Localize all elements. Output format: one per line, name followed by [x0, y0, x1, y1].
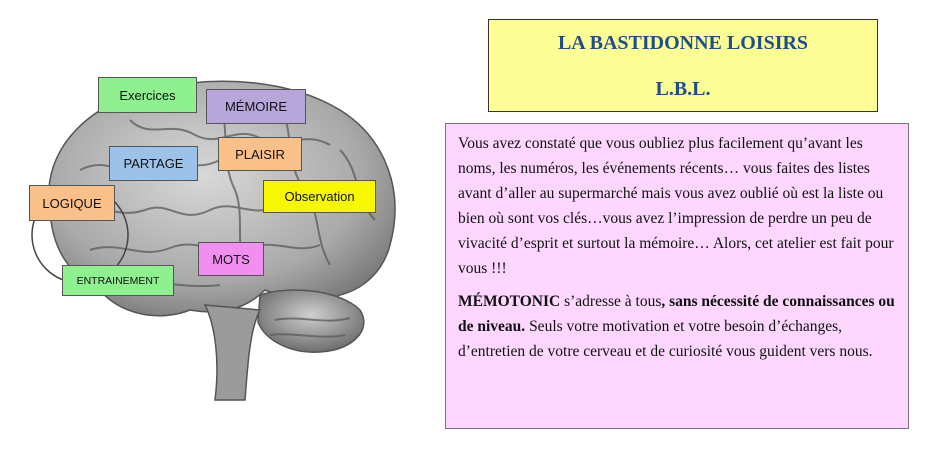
tag-exercices-label: Exercices: [119, 87, 176, 103]
paragraph-intro: Vous avez constaté que vous oubliez plus facilement qu’avant les noms, les numéros, les événements récents… vous faites des listes avant d’aller au supermarché mais vous avez oublié où est la liste ou bien où sont vos clés…vous avez l’impression de perdre un peu de vivacité d’esprit et surtout la mémoire… Alors, cet atelier est fait pour vous !!!: [458, 135, 894, 277]
association-title: LA BASTIDONNE LOISIRS: [557, 32, 809, 54]
tag-logique-label: LOGIQUE: [42, 195, 102, 211]
p2-bold-text: , sans nécessité de connaissances ou de niveau.: [458, 293, 895, 335]
tag-partage-label: PARTAGE: [123, 156, 184, 171]
tag-observation-label: Observation: [284, 189, 355, 204]
description-box: [445, 123, 909, 429]
memotonic-brand: MÉMOTONIC: [458, 293, 561, 310]
tag-mots-label: MOTS: [212, 251, 250, 267]
paragraph-memotonic: [458, 289, 896, 364]
p2-text-b: Seuls votre motivation et votre besoin d’échanges, d’entretien de votre cerveau et de curiosité vous guident vers nous.: [458, 318, 873, 360]
tag-entrainement-label: ENTRAINEMENT: [76, 274, 160, 287]
tag-mots: [198, 242, 264, 276]
tag-plaisir: [218, 137, 302, 171]
tag-memoire: [206, 89, 306, 124]
tag-logique: [29, 185, 115, 221]
p2-text-a: s’adresse à tous: [560, 293, 662, 310]
tag-exercices: [98, 77, 197, 113]
tag-memoire-label: MÉMOIRE: [224, 99, 288, 114]
tag-plaisir-label: PLAISIR: [235, 146, 285, 162]
tag-observation: [263, 180, 376, 213]
association-abbrev: L.B.L.: [655, 78, 711, 100]
tag-entrainement: [62, 265, 174, 296]
tag-partage: [109, 146, 198, 181]
header-box: [488, 19, 878, 112]
